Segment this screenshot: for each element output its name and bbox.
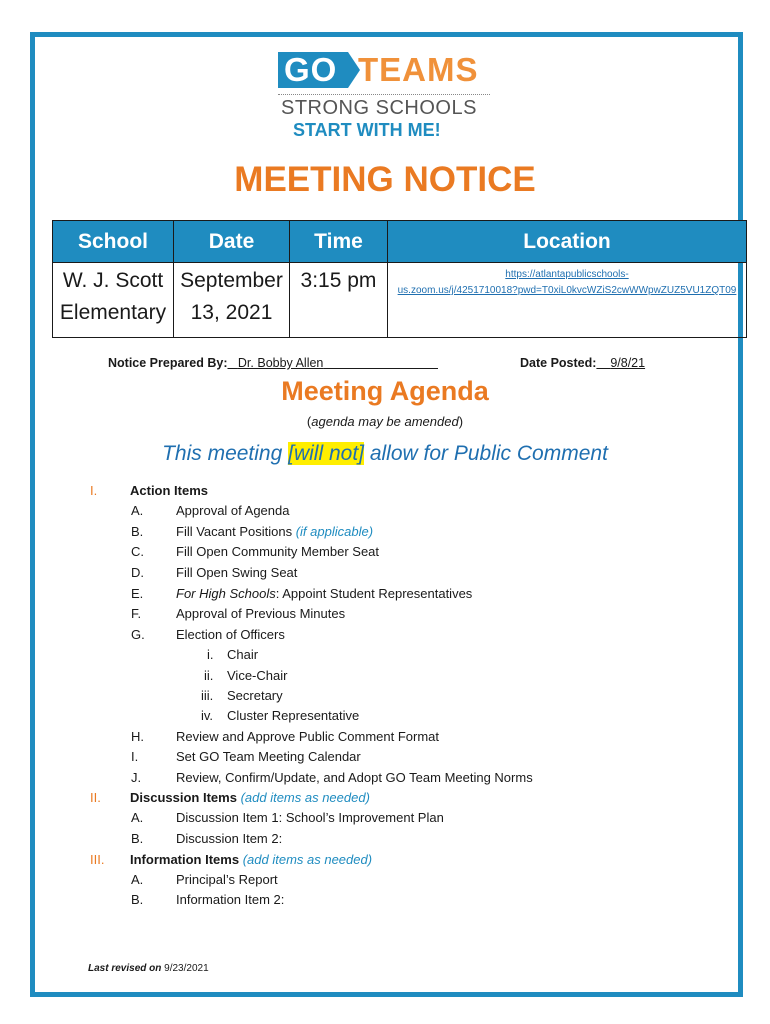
item-letter: I. [131,749,139,764]
cell-date [174,263,290,338]
list-item: Review, Confirm/Update, and Adopt GO Team Meeting Norms [176,770,533,785]
item-letter: C. [131,544,144,559]
item-letter: B. [131,831,144,846]
date-posted [520,356,645,370]
officer-number: iii. [201,688,214,703]
list-item: Discussion Item 1: School’s Improvement Plan [176,810,444,825]
section-number: III. [90,852,105,867]
cell-location [388,263,747,338]
zoom-link-line-2[interactable]: us.zoom.us/j/4251710018?pwd=T0xiL0kvcWZiS2cwWWpwZUZ5VU1ZQT09 [397,285,737,296]
public-comment-notice: This meeting [will not] allow for Public Comment [162,442,608,465]
section-title: Information Items (add items as needed) [130,852,373,867]
item-letter: F. [131,606,142,621]
zoom-link-line-1[interactable]: https://atlantapublicschools- [505,269,629,280]
logo-tagline-1: STRONG SCHOOLS [281,97,477,119]
meeting-info-table [52,220,747,338]
last-revised: Last revised on 9/23/2021 [88,963,209,974]
list-item: Approval of Previous Minutes [176,606,346,621]
list-item: Fill Open Community Member Seat [176,544,380,559]
school-line-1: W. J. Scott [62,269,164,292]
list-item: Approval of Agenda [176,503,290,518]
go-teams-logo [278,52,492,142]
logo-tagline-2: START WITH ME! [293,120,441,140]
date-line-2: 13, 2021 [190,301,273,324]
page-title: MEETING NOTICE [234,160,536,199]
officer-item: Chair [227,647,259,662]
item-letter: B. [131,892,144,907]
item-letter: B. [131,524,144,539]
officer-number: i. [207,647,214,662]
header-time: Time [290,221,388,263]
officer-item: Vice-Chair [227,668,288,683]
officer-item: Secretary [227,688,283,703]
officer-item: Cluster Representative [227,708,360,723]
prepared-by [108,356,438,370]
header-location: Location [388,221,747,263]
header-school: School [53,221,174,263]
header-date: Date [174,221,290,263]
school-line-2: Elementary [59,301,167,324]
date-posted-label: Date Posted: [520,356,597,370]
date-line-1: September [180,269,283,292]
section-number: I. [90,483,98,498]
item-letter: A. [131,810,144,825]
prepared-by-label: Notice Prepared By: [108,356,228,370]
officer-number: ii. [204,668,214,683]
list-item: Review and Approve Public Comment Format [176,729,440,744]
logo-divider [278,94,490,95]
prepared-by-value: Dr. Bobby Allen [237,356,324,370]
item-letter: H. [131,729,144,744]
agenda-title: Meeting Agenda [281,376,489,406]
list-item: Fill Open Swing Seat [176,565,298,580]
cell-time: 3:15 pm [290,263,388,338]
zoom-link[interactable] [388,267,746,299]
item-letter: J. [131,770,142,785]
item-letter: A. [131,503,144,518]
list-item: Discussion Item 2: [176,831,283,846]
item-letter: E. [131,586,144,601]
list-item: Information Item 2: [176,892,285,907]
logo-teams-text: TEAMS [358,51,479,88]
list-item: Principal’s Report [176,872,278,887]
section-number: II. [90,790,101,805]
list-item: Set GO Team Meeting Calendar [176,749,361,764]
table-row [53,263,747,338]
table-header-row [53,221,747,263]
list-item: Fill Vacant Positions (if applicable) [176,524,374,539]
section-title: Discussion Items (add items as needed) [130,790,370,805]
list-item: For High Schools: Appoint Student Representatives [176,586,473,601]
section-title: Action Items [130,483,209,498]
officer-number: iv. [201,708,214,723]
logo-go-text: GO [284,51,338,88]
list-item: Election of Officers [176,627,285,642]
public-comment-highlight: [will not] [288,442,364,465]
date-posted-value: 9/8/21 [610,356,646,370]
item-letter: A. [131,872,144,887]
amend-note: (agenda may be amended) [306,414,464,429]
item-letter: D. [131,565,144,580]
item-letter: G. [131,627,145,642]
cell-school [53,263,174,338]
